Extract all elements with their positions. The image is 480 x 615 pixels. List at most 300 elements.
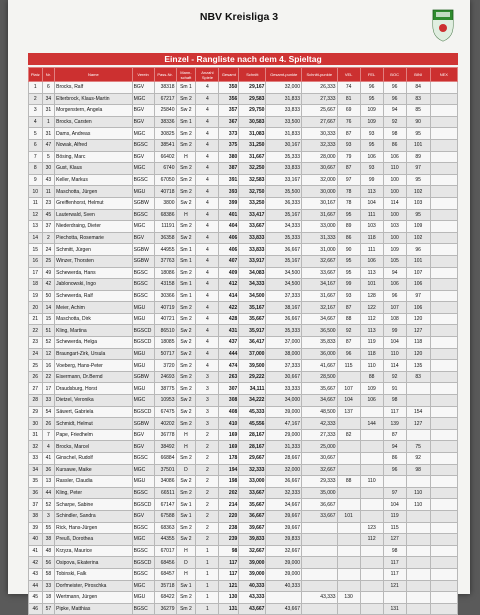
table-cell: 350 [219,82,239,94]
table-cell: 36,667 [266,244,302,256]
table-cell: Meier, Achim [55,302,132,314]
table-cell [430,545,457,557]
table-row [29,418,458,430]
table-cell: 95 [337,267,360,279]
table-cell: 36358 [154,232,176,244]
table-cell [430,209,457,221]
table-cell: Kling, Peter [55,487,132,499]
table-row [29,116,458,128]
table-cell: 45,556 [239,418,266,430]
table-row [29,371,458,383]
table-row [29,325,458,337]
table-cell: 117 [219,568,239,580]
table-cell: 131 [383,603,406,615]
table-cell [302,522,338,534]
table-cell: 91 [383,383,406,395]
table-cell: 47,167 [266,418,302,430]
table-cell: Sm 2 [176,174,196,186]
table-cell [406,580,430,592]
table-cell [430,139,457,151]
table-cell: 408 [219,406,239,418]
table-cell: 15 [29,244,43,256]
table-cell: 41 [42,453,55,465]
table-cell: 36,667 [266,476,302,488]
table-cell: 22 [42,371,55,383]
table-cell: 29,333 [302,476,338,488]
table-cell: 115 [337,360,360,372]
table-cell: 32,000 [302,174,338,186]
table-cell: 112 [360,534,383,546]
table-cell [430,371,457,383]
table-cell: 307 [219,383,239,395]
table-cell: 84 [406,82,430,94]
table-cell: 92 [406,453,430,465]
table-cell: 27,667 [302,116,338,128]
table-row [29,139,458,151]
table-cell [430,313,457,325]
table-cell: 31 [42,128,55,140]
table-cell [360,545,383,557]
table-cell: 35,500 [266,186,302,198]
table-cell: 98 [383,395,406,407]
table-cell: 39,667 [266,522,302,534]
table-cell: 8 [29,163,43,175]
table-row [29,209,458,221]
table-cell: BGV [132,232,154,244]
table-cell [360,453,383,465]
table-cell: 38 [29,510,43,522]
table-cell: Osipova, Ekaterina [55,557,132,569]
table-cell: 94 [383,105,406,117]
table-cell: 88 [360,371,383,383]
table-cell: 97 [406,290,430,302]
table-cell: BGSCD [132,325,154,337]
table-cell: Lauterwald, Sven [55,209,132,221]
table-cell [430,302,457,314]
ranking-banner: Einzel - Rangliste nach dem 4. Spieltag [28,53,458,65]
table-cell: Voeberg, Hans-Peter [55,360,132,372]
table-cell: 4 [196,82,219,94]
table-cell: 34 [42,93,55,105]
table-cell: 18 [29,279,43,291]
table-cell [337,418,360,430]
table-cell [337,580,360,592]
table-cell: 26 [42,418,55,430]
table-cell: 50 [42,290,55,302]
table-cell: 5 [29,128,43,140]
table-cell: 97 [406,163,430,175]
table-cell: Sw 2 [176,406,196,418]
table-cell [406,395,430,407]
table-cell: 29,167 [239,82,266,94]
table-cell: 37,000 [239,348,266,360]
table-cell: 1 [196,580,219,592]
table-cell: 86 [383,453,406,465]
table-cell: Sm 2 [176,163,196,175]
table-cell: 31 [42,105,55,117]
table-cell: 2 [196,429,219,441]
table-cell: 12 [42,348,55,360]
table-cell: 428 [219,313,239,325]
table-cell: Sm 1 [176,279,196,291]
table-cell: 30 [29,418,43,430]
table-cell: BGV [132,105,154,117]
table-cell: Niederdraing, Dieter [55,221,132,233]
table-cell: 90 [337,244,360,256]
table-cell: 30,667 [302,453,338,465]
table-cell: 110 [406,487,430,499]
table-cell: 69 [337,105,360,117]
table-cell: 109 [360,383,383,395]
table-cell: 29,750 [239,105,266,117]
table-cell: 114 [383,360,406,372]
table-cell: 32,667 [302,464,338,476]
table-cell: 194 [219,464,239,476]
table-row [29,267,458,279]
table-cell: 4 [196,116,219,128]
table-cell: Sw 2 [176,395,196,407]
table-cell: 31,667 [302,209,338,221]
table-cell: 214 [219,499,239,511]
table-cell: Bösing, Marc [55,151,132,163]
table-cell: 35 [29,476,43,488]
table-cell: 39,833 [266,534,302,546]
table-cell: 10953 [154,395,176,407]
table-cell: MGC [132,534,154,546]
table-cell: Sw 2 [176,197,196,209]
table-cell: 30825 [154,128,176,140]
table-cell: Schmitt, Jürgen [55,244,132,256]
table-cell: Sm 2 [176,221,196,233]
table-cell: 263 [219,371,239,383]
table-cell: 44 [42,487,55,499]
table-cell: 106 [383,151,406,163]
table-cell: 34,667 [302,395,338,407]
table-cell: H [176,441,196,453]
table-cell: 33,667 [302,267,338,279]
table-cell: 4 [196,128,219,140]
table-cell: Sm 2 [176,603,196,615]
table-cell: 109 [383,244,406,256]
table-cell: 17 [42,383,55,395]
table-cell: 32 [29,441,43,453]
table-cell [430,93,457,105]
table-row [29,568,458,580]
table-cell: 28,000 [302,151,338,163]
table-cell: 33 [42,580,55,592]
table-cell: 391 [219,174,239,186]
table-cell: 28,167 [239,429,266,441]
table-cell: 35,917 [239,325,266,337]
table-cell: 144 [360,418,383,430]
table-cell [360,406,383,418]
table-cell: 40721 [154,313,176,325]
table-cell: 356 [219,93,239,105]
table-cell [337,464,360,476]
table-cell: 3 [196,418,219,430]
table-cell: 97 [337,174,360,186]
table-cell: 406 [219,232,239,244]
table-cell: 409 [219,267,239,279]
table-cell: 45,333 [239,406,266,418]
column-header: NEX [430,68,457,82]
table-cell: 94 [383,267,406,279]
table-cell: 30,000 [302,186,338,198]
table-cell: 39,000 [239,557,266,569]
table-cell: 35,667 [302,383,338,395]
table-cell: 86510 [154,325,176,337]
table-row [29,534,458,546]
table-cell: 2 [196,464,219,476]
table-cell: Pipke, Matthias [55,603,132,615]
table-row [29,255,458,267]
table-cell: 32,000 [266,82,302,94]
table-cell: Sw 2 [176,232,196,244]
table-cell: 35718 [154,580,176,592]
table-row [29,429,458,441]
table-cell: 104 [383,337,406,349]
table-row [29,441,458,453]
table-cell: 37763 [154,255,176,267]
table-cell [360,499,383,511]
table-cell: 37,000 [266,337,302,349]
table-cell: 50717 [154,348,176,360]
table-cell: 68456 [154,557,176,569]
table-cell: 16 [42,360,55,372]
table-cell: 115 [383,522,406,534]
table-cell: 30366 [154,290,176,302]
table-cell: MGU [132,348,154,360]
table-cell: 68422 [154,592,176,604]
table-cell: 98 [406,464,430,476]
table-cell: 32,750 [239,186,266,198]
table-cell: 29,667 [239,453,266,465]
table-cell [302,603,338,615]
table-row [29,337,458,349]
table-cell: 367 [219,116,239,128]
table-cell: 2 [42,232,55,244]
table-cell: 28,667 [266,453,302,465]
table-cell: 1 [196,603,219,615]
table-cell: 94 [383,441,406,453]
column-header: Verein [132,68,154,82]
table-cell: 41 [29,545,43,557]
table-cell: 33,667 [239,487,266,499]
table-row [29,290,458,302]
table-cell: 87 [337,302,360,314]
table-cell: 4 [196,197,219,209]
table-cell: MGU [132,383,154,395]
table-cell: 13 [42,476,55,488]
table-cell: 57 [42,603,55,615]
table-row [29,197,458,209]
table-cell: 34,333 [266,221,302,233]
table-cell: 26 [29,371,43,383]
column-header: Gesamt-punkte [266,68,302,82]
table-cell: 110 [360,476,383,488]
table-cell: 68386 [154,209,176,221]
table-cell: MGC [132,221,154,233]
table-cell: 67017 [154,545,176,557]
table-cell: 4 [196,360,219,372]
table-cell: 22 [29,325,43,337]
table-cell [430,510,457,522]
column-header: FEL [360,68,383,82]
table-cell: 39,667 [266,510,302,522]
table-cell: 117 [219,557,239,569]
table-cell: 31,333 [302,232,338,244]
table-cell: 29,222 [239,371,266,383]
table-row [29,360,458,372]
table-row [29,592,458,604]
table-cell: 39,000 [266,557,302,569]
table-cell: 10 [29,186,43,198]
table-cell: MGC [132,128,154,140]
table-cell: 43158 [154,279,176,291]
table-cell: SGBW [132,371,154,383]
table-cell: 32,583 [239,174,266,186]
table-cell: 393 [219,186,239,198]
table-cell [430,383,457,395]
table-cell: 33,833 [239,232,266,244]
table-cell: Säwert, Gabriela [55,406,132,418]
table-cell: 109 [360,105,383,117]
table-cell: 93 [337,290,360,302]
table-cell: 357 [219,105,239,117]
table-cell: 95 [406,174,430,186]
table-cell: 88 [337,476,360,488]
table-cell: 31,667 [239,151,266,163]
table-cell: 36,667 [302,499,338,511]
table-row [29,105,458,117]
table-cell: Braungart-Zirk, Ursula [55,348,132,360]
table-cell: 111 [360,244,383,256]
table-cell: 412 [219,279,239,291]
table-cell: 4 [196,163,219,175]
table-cell: 39,667 [239,522,266,534]
table-cell: BGSC [132,545,154,557]
table-cell: 32,333 [239,464,266,476]
table-cell: Dietzel, Veronika [55,395,132,407]
table-cell: Sm 2 [176,139,196,151]
table-cell: 33,250 [239,197,266,209]
table-cell: 89 [406,151,430,163]
table-cell: 48,500 [302,406,338,418]
table-cell: BGSCD [132,337,154,349]
table-cell: 106 [383,279,406,291]
table-cell [337,453,360,465]
table-cell: 17 [29,267,43,279]
table-cell: 27,333 [302,93,338,105]
table-cell: 30,583 [239,116,266,128]
table-cell: 43 [42,174,55,186]
table-cell: 375 [219,139,239,151]
table-cell: 3800 [154,197,176,209]
table-row [29,279,458,291]
table-cell: BGSC [132,267,154,279]
table-cell: 31,667 [302,290,338,302]
table-cell: 45 [42,209,55,221]
table-cell: 373 [219,128,239,140]
table-cell [360,603,383,615]
table-cell: 1 [42,116,55,128]
table-cell: 2 [196,453,219,465]
table-cell [360,557,383,569]
table-cell: 100 [383,232,406,244]
table-cell: SGBW [132,255,154,267]
table-cell [430,186,457,198]
table-cell: 31,000 [302,244,338,256]
table-cell: 28 [29,395,43,407]
table-cell: 7 [29,151,43,163]
table-cell: 101 [360,279,383,291]
table-cell: Schewerda, Ralf [55,290,132,302]
table-cell: 32,250 [239,163,266,175]
table-cell: 56 [42,557,55,569]
table-cell: Sm 2 [176,383,196,395]
table-cell: 38 [42,534,55,546]
table-cell: 86 [337,232,360,244]
table-cell [430,534,457,546]
table-cell [337,568,360,580]
table-cell: 12 [29,209,43,221]
table-cell: 4 [196,186,219,198]
table-cell [430,279,457,291]
table-cell: 78 [337,186,360,198]
table-cell: 75 [406,441,430,453]
table-cell [337,534,360,546]
table-cell: 33,833 [239,244,266,256]
table-cell [360,568,383,580]
table-cell: 110 [360,360,383,372]
table-cell: 36,667 [266,313,302,325]
table-cell: 25,667 [302,105,338,117]
table-cell: 127 [406,325,430,337]
table-cell: 96 [383,82,406,94]
table-cell [302,545,338,557]
table-cell: 178 [219,453,239,465]
table-cell: 33,833 [266,163,302,175]
table-cell: 35,167 [239,302,266,314]
table-cell: 35,667 [239,499,266,511]
table-cell: 104 [337,395,360,407]
table-cell: 117 [383,557,406,569]
table-cell: 32,667 [239,545,266,557]
column-header: BINI [406,68,430,82]
table-cell [430,197,457,209]
table-cell: 113 [360,186,383,198]
table-cell [430,244,457,256]
table-cell: 33,333 [266,383,302,395]
table-cell: 35,333 [266,232,302,244]
table-cell: 4 [196,139,219,151]
table-cell: 28,167 [239,441,266,453]
table-cell: 33,917 [239,255,266,267]
table-cell: 33,417 [239,209,266,221]
table-cell: 40718 [154,186,176,198]
table-cell: 67050 [154,174,176,186]
table-cell: 11 [29,197,43,209]
table-cell: 34,111 [239,383,266,395]
table-cell: 100 [383,174,406,186]
table-cell: Elterbrock, Klaus-Martin [55,93,132,105]
table-cell [337,557,360,569]
table-cell: 101 [337,510,360,522]
table-cell: 4 [196,290,219,302]
table-cell [266,592,302,604]
table-cell: 139 [383,418,406,430]
table-cell: 96 [337,348,360,360]
